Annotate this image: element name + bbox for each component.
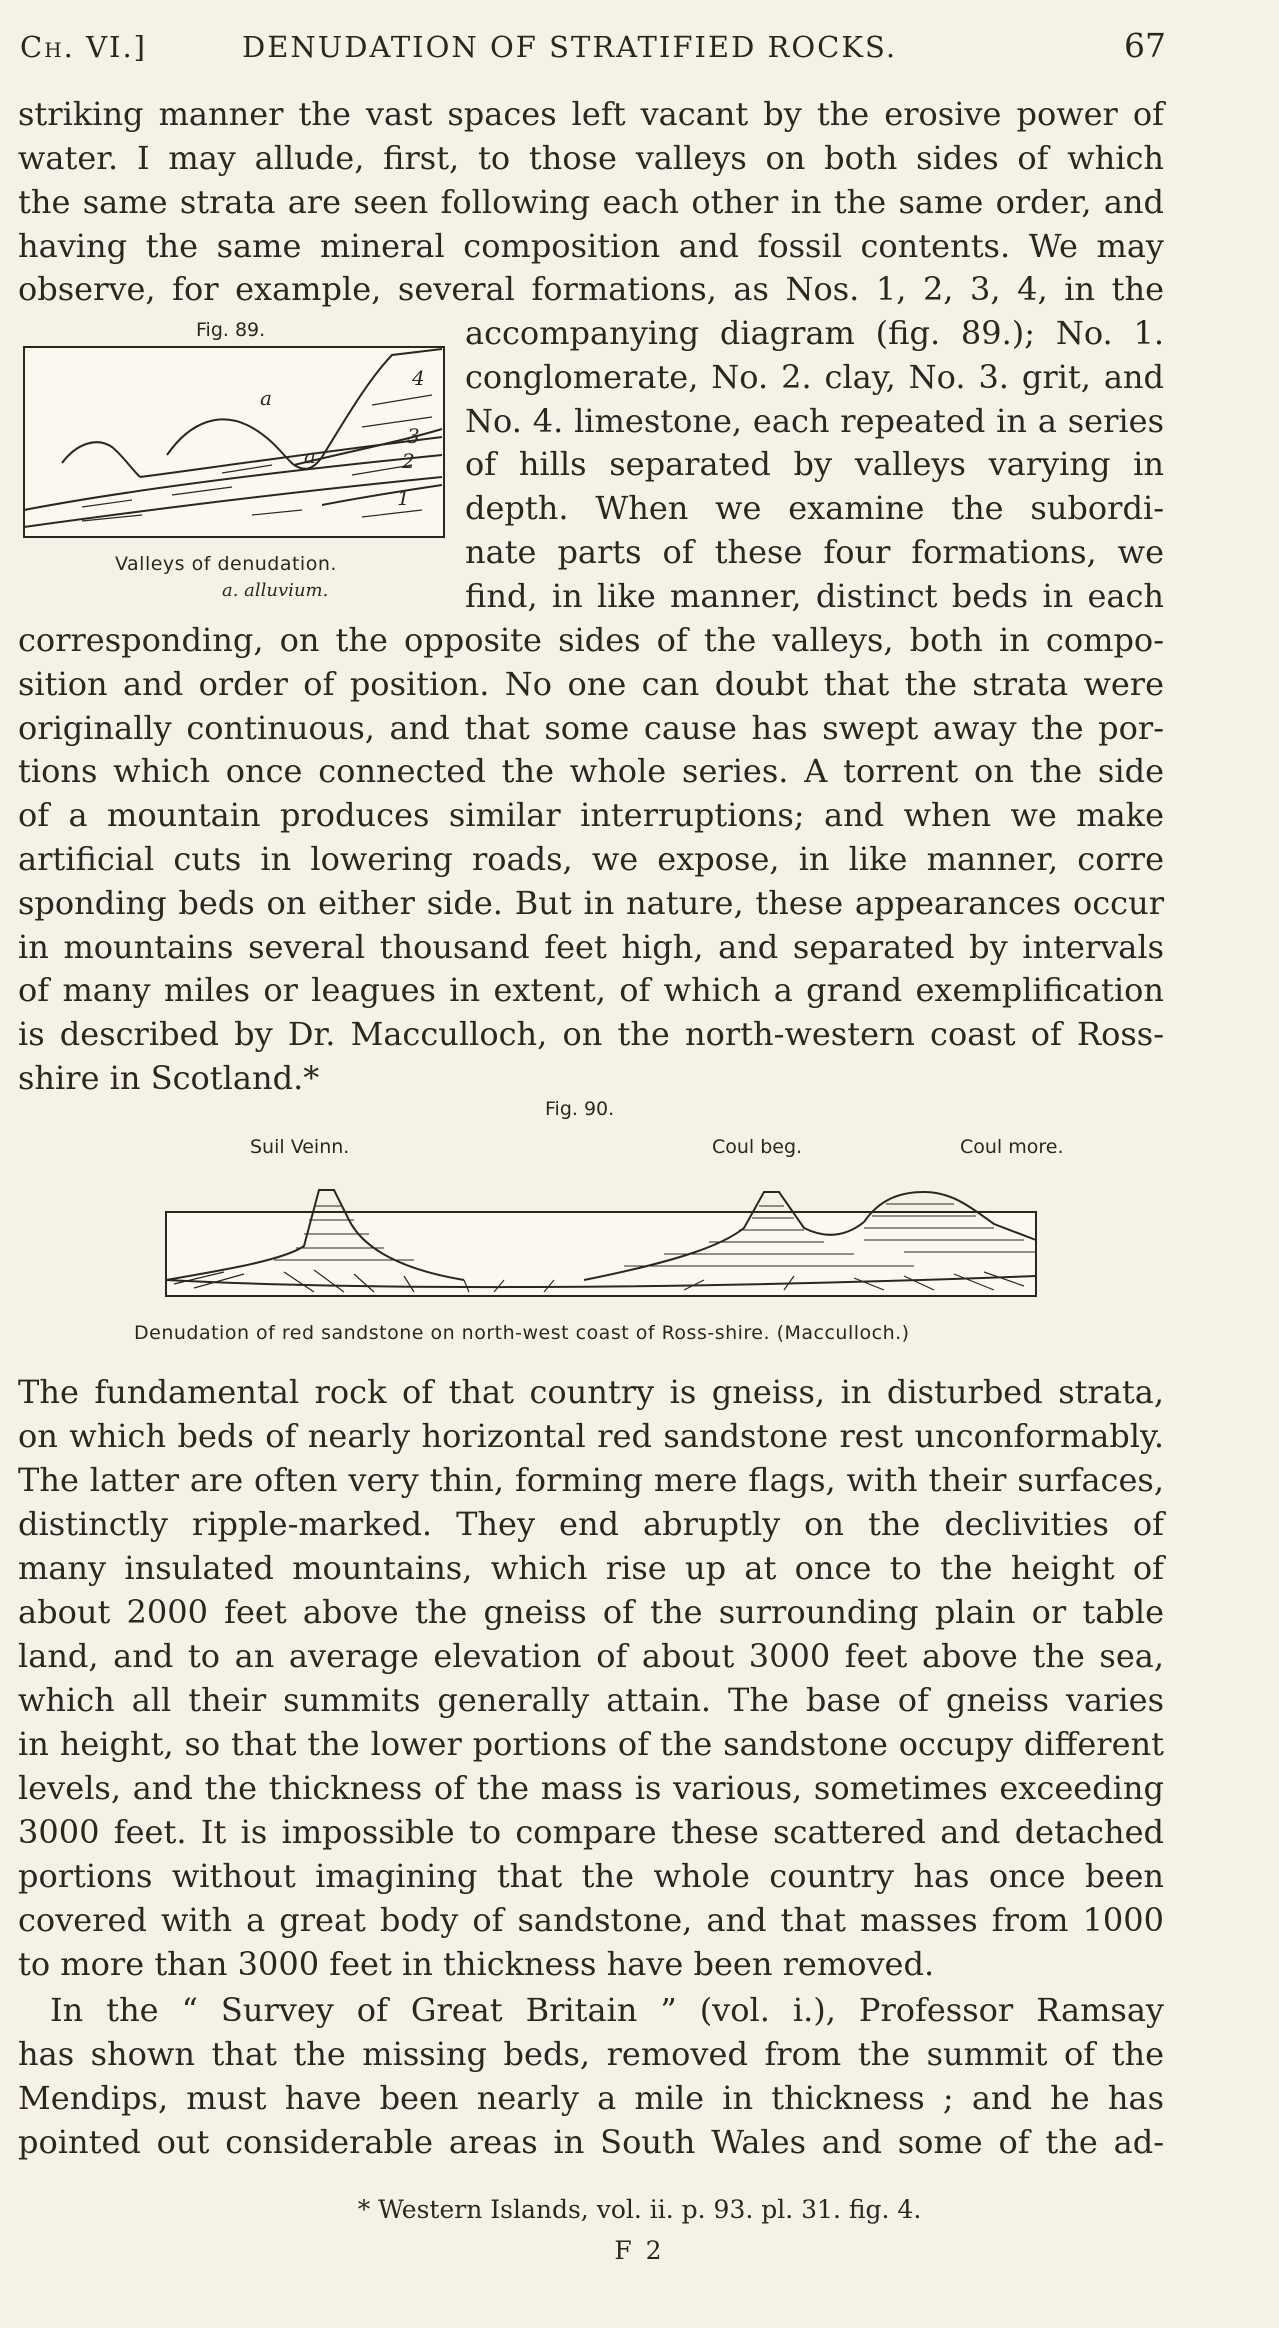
fig90-diagram [164,1180,1044,1300]
text-line: in mountains several thousand feet high, and separated by intervals [18,928,1164,966]
fig90-peak-label: Suil Veinn. [250,1136,350,1158]
text-line: In the “ Survey of Great Britain ” (vol. i.), Professor Ramsay [50,1991,1164,2029]
text-line: distinctly ripple-marked. They end abruptly on the declivities of [18,1505,1164,1543]
fig89-label: Fig. 89. [196,319,266,341]
running-title: DENUDATION OF STRATIFIED ROCKS. [242,30,898,64]
text-line: depth. When we examine the subordi- [465,489,1164,527]
text-line: shire in Scotland.* [18,1059,320,1097]
text-line: find, in like manner, distinct beds in each [465,577,1164,615]
text-line: corresponding, on the opposite sides of the valleys, both in compo- [18,621,1164,659]
fig89-marker-3: 3 [407,424,420,448]
fig90-peak-label: Coul more. [960,1136,1064,1158]
text-line: on which beds of nearly horizontal red sandstone rest unconformably. [18,1417,1164,1455]
text-line: of hills separated by valleys varying in [465,445,1164,483]
fig89-marker-2: 2 [402,449,415,473]
fig89-frame [24,347,444,537]
text-line: 3000 feet. It is impossible to compare these scattered and detached [18,1813,1164,1851]
fig89-diagram [22,345,447,545]
fig90-label: Fig. 90. [545,1098,615,1120]
text-line: tions which once connected the whole series. A torrent on the side [18,752,1164,790]
text-line: nate parts of these four formations, we [465,533,1164,571]
text-line: land, and to an average elevation of about 3000 feet above the sea, [18,1637,1164,1675]
text-line: pointed out considerable areas in South Wales and some of the ad- [18,2123,1164,2161]
text-line: artificial cuts in lowering roads, we expose, in like manner, corre [18,840,1164,878]
footnote: * Western Islands, vol. ii. p. 93. pl. 31. fig. 4. [357,2195,922,2224]
text-line: which all their summits generally attain. The base of gneiss varies [18,1681,1164,1719]
text-line: the same strata are seen following each other in the same order, and [18,183,1164,221]
text-line: observe, for example, several formations, as Nos. 1, 2, 3, 4, in the [18,270,1164,308]
signature-mark: F 2 [614,2236,665,2265]
text-line: conglomerate, No. 2. clay, No. 3. grit, and [465,358,1164,396]
fig89-marker-1: 1 [397,486,410,510]
text-line: to more than 3000 feet in thickness have been removed. [18,1945,935,1983]
running-header [20,26,1166,76]
text-line: striking manner the vast spaces left vacant by the erosive power of [18,95,1164,133]
text-line: sition and order of position. No one can doubt that the strata were [18,665,1164,703]
chapter-label: Ch. VI.] [20,30,147,64]
text-line: The fundamental rock of that country is gneiss, in disturbed strata, [18,1373,1164,1411]
text-line: covered with a great body of sandstone, and that masses from 1000 [18,1901,1164,1939]
text-line: has shown that the missing beds, removed from the summit of the [18,2035,1164,2073]
text-line: The latter are often very thin, forming mere flags, with their surfaces, [18,1461,1164,1499]
fig89-marker-a-top: a [260,386,272,410]
text-line: No. 4. limestone, each repeated in a series [465,402,1164,440]
fig89-legend: a. alluvium. [222,580,329,601]
fig90-caption: Denudation of red sandstone on north-west coast of Ross-shire. (Macculloch.) [134,1322,910,1344]
fig90-frame [166,1212,1036,1296]
text-line: water. I may allude, first, to those valleys on both sides of which [18,139,1164,177]
text-line: about 2000 feet above the gneiss of the surrounding plain or table [18,1593,1164,1631]
text-line: of many miles or leagues in extent, of which a grand exemplification [18,971,1164,1009]
text-line: of a mountain produces similar interruptions; and when we make [18,796,1164,834]
text-line: sponding beds on either side. But in nature, these appearances occur [18,884,1164,922]
fig89-caption: Valleys of denudation. [115,553,337,575]
text-line: in height, so that the lower portions of the sandstone occupy different [18,1725,1164,1763]
text-line: Mendips, must have been nearly a mile in thickness ; and he has [18,2079,1164,2117]
text-line: originally continuous, and that some cause has swept away the por- [18,709,1164,747]
page-number: 67 [1124,26,1166,65]
text-line: having the same mineral composition and fossil contents. We may [18,227,1164,265]
fig89-marker-a-valley: a [304,444,316,468]
text-line: accompanying diagram (fig. 89.); No. 1. [465,314,1164,352]
fig90-peak-label: Coul beg. [712,1136,803,1158]
fig89-marker-4: 4 [412,366,425,390]
text-line: many insulated mountains, which rise up at once to the height of [18,1549,1164,1587]
text-line: is described by Dr. Macculloch, on the north-western coast of Ross- [18,1015,1164,1053]
text-line: levels, and the thickness of the mass is various, sometimes exceeding [18,1769,1164,1807]
text-line: portions without imagining that the whole country has once been [18,1857,1164,1895]
